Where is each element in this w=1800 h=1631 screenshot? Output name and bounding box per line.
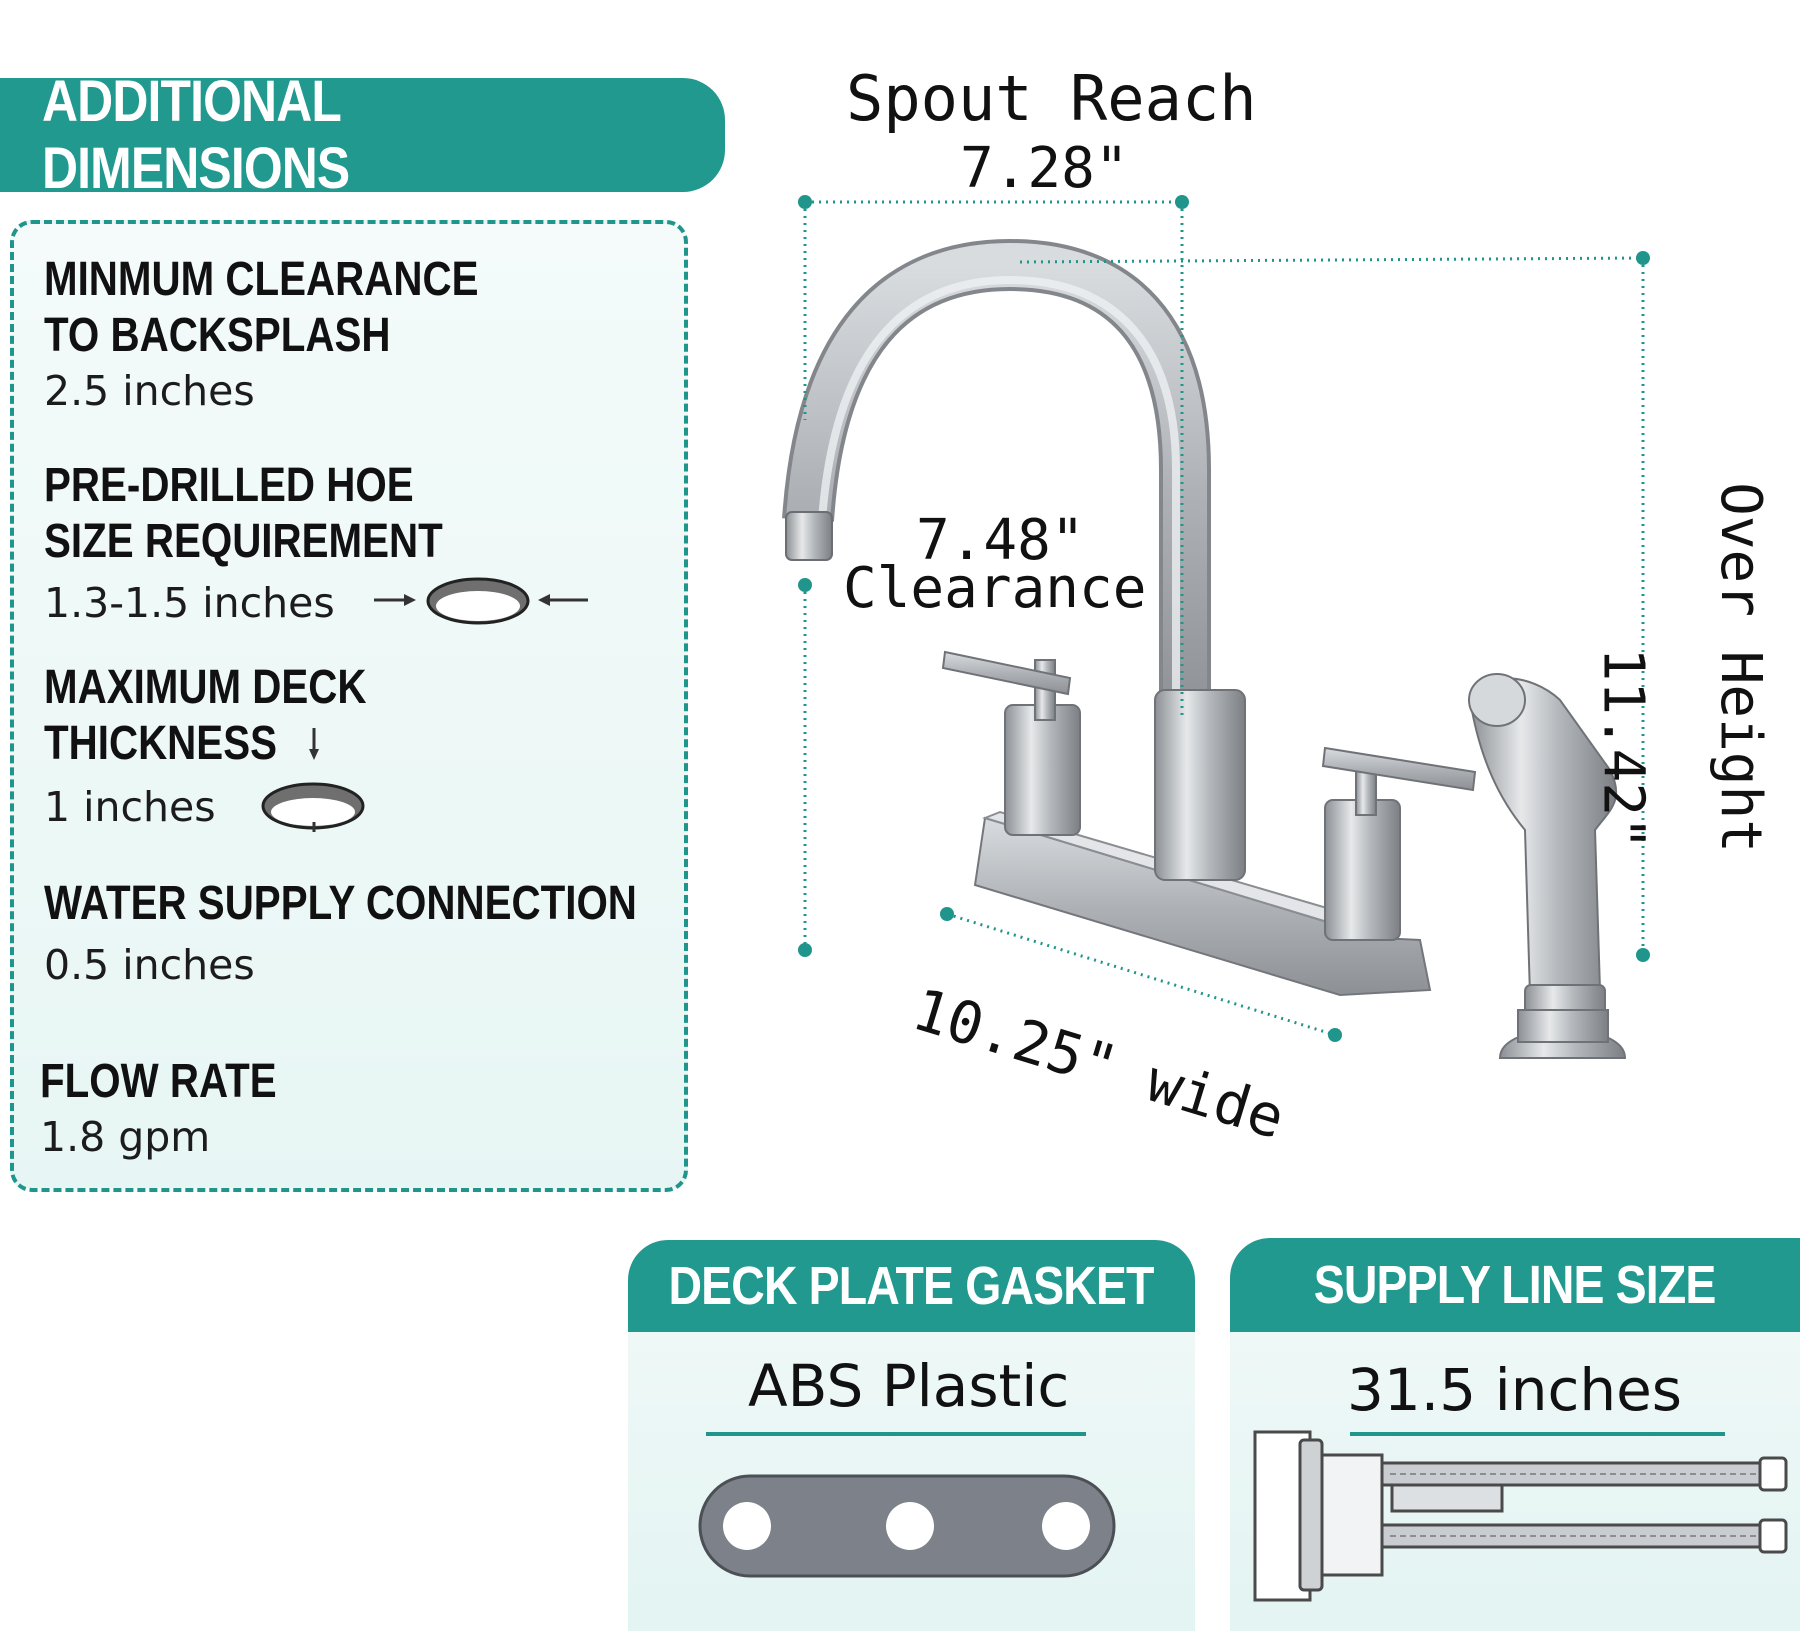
spec-hole-title-2: SIZE REQUIREMENT <box>44 515 443 568</box>
over-height-value: 11.42" <box>1590 647 1656 850</box>
spout-reach-value: 7.28" <box>960 136 1129 201</box>
spec-deck-title-2: THICKNESS <box>44 717 277 770</box>
spec-clearance-value: 2.5 inches <box>44 367 255 415</box>
clearance-label: Clearance <box>843 556 1147 621</box>
deck-plate-gasket-title: DECK PLATE GASKET <box>668 1256 1155 1316</box>
supply-length: 31.5 inches <box>1347 1356 1683 1424</box>
spec-water-value: 0.5 inches <box>44 941 255 989</box>
spec-deck-title-1: MAXIMUM DECK <box>44 661 367 714</box>
spec-hole-value: 1.3-1.5 inches <box>44 579 335 627</box>
spec-clearance-title-1: MINMUM CLEARANCE <box>44 253 479 306</box>
clearance-value: 7.48" <box>916 508 1085 573</box>
gasket-material: ABS Plastic <box>748 1352 1070 1420</box>
additional-dimensions-title: ADDITIONAL DIMENSIONS <box>42 69 350 201</box>
spec-flow-value: 1.8 gpm <box>40 1113 211 1161</box>
width-label: 10.25" wide <box>905 975 1293 1153</box>
supply-line-size-title: SUPPLY LINE SIZE <box>1314 1255 1716 1315</box>
spec-water-title: WATER SUPPLY CONNECTION <box>44 877 637 930</box>
spec-flow-title: FLOW RATE <box>40 1055 277 1108</box>
spec-clearance-title-2: TO BACKSPLASH <box>44 309 391 362</box>
spec-deck-value: 1 inches <box>44 783 216 831</box>
spout-reach-label: Spout Reach <box>846 62 1257 135</box>
over-height-label: Over Height <box>1707 482 1773 853</box>
spec-hole-title-1: PRE-DRILLED HOE <box>44 459 414 512</box>
